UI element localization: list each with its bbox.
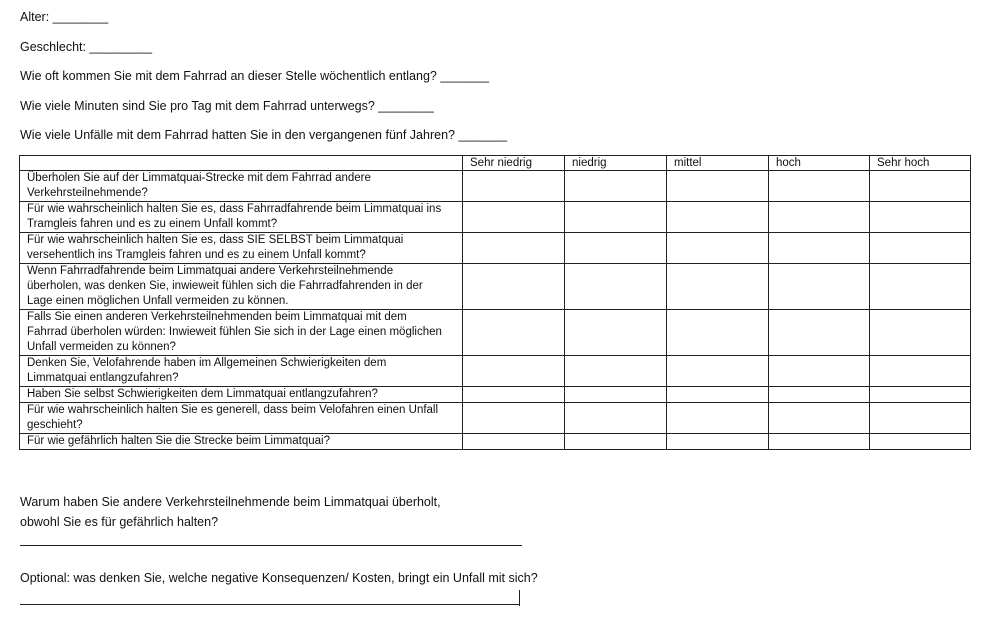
rating-cell[interactable] xyxy=(870,202,971,233)
rating-cell[interactable] xyxy=(870,171,971,202)
age-question: Alter: ________ xyxy=(20,10,109,24)
rating-cell[interactable] xyxy=(870,356,971,387)
table-row xyxy=(20,434,971,450)
table-row xyxy=(20,310,971,356)
rating-cell[interactable] xyxy=(463,356,565,387)
table-row xyxy=(20,264,971,310)
rating-cell[interactable] xyxy=(769,403,870,434)
row-question: Überholen Sie auf der Limmatquai-Strecke mit dem Fahrrad andere Verkehrsteilnehmende? xyxy=(20,171,463,202)
header-medium: mittel xyxy=(667,156,769,171)
rating-cell[interactable] xyxy=(870,310,971,356)
rating-cell[interactable] xyxy=(870,387,971,403)
why-question-line2: obwohl Sie es für gefährlich halten? xyxy=(20,515,219,529)
optional-question: Optional: was denken Sie, welche negative Konsequenzen/ Kosten, bringt ein Unfall mit sich? xyxy=(20,571,538,585)
rating-cell[interactable] xyxy=(769,356,870,387)
header-low: niedrig xyxy=(565,156,667,171)
frequency-question: Wie oft kommen Sie mit dem Fahrrad an dieser Stelle wöchentlich entlang? _______ xyxy=(20,69,490,83)
row-question: Für wie gefährlich halten Sie die Strecke beim Limmatquai? xyxy=(20,434,463,450)
rating-cell[interactable] xyxy=(667,387,769,403)
rating-cell[interactable] xyxy=(565,233,667,264)
rating-cell[interactable] xyxy=(870,403,971,434)
rating-cell[interactable] xyxy=(565,310,667,356)
header-very-high: Sehr hoch xyxy=(870,156,971,171)
minutes-question: Wie viele Minuten sind Sie pro Tag mit dem Fahrrad unterwegs? ________ xyxy=(20,99,434,113)
row-question: Für wie wahrscheinlich halten Sie es generell, dass beim Velofahren einen Unfall geschieht? xyxy=(20,403,463,434)
rating-cell[interactable] xyxy=(667,403,769,434)
row-question: Denken Sie, Velofahrende haben im Allgemeinen Schwierigkeiten dem Limmatquai entlangzufahren? xyxy=(20,356,463,387)
rating-cell[interactable] xyxy=(463,387,565,403)
why-answer-line[interactable] xyxy=(20,545,522,546)
table-row xyxy=(20,403,971,434)
rating-cell[interactable] xyxy=(463,264,565,310)
header-very-low: Sehr niedrig xyxy=(463,156,565,171)
gender-question: Geschlecht: _________ xyxy=(20,40,153,54)
rating-cell[interactable] xyxy=(463,434,565,450)
rating-cell[interactable] xyxy=(667,171,769,202)
accidents-question: Wie viele Unfälle mit dem Fahrrad hatten Sie in den vergangenen fünf Jahren? _______ xyxy=(20,128,508,142)
rating-cell[interactable] xyxy=(463,403,565,434)
table-row xyxy=(20,387,971,403)
rating-cell[interactable] xyxy=(769,264,870,310)
row-question: Haben Sie selbst Schwierigkeiten dem Limmatquai entlangzufahren? xyxy=(20,387,463,403)
rating-cell[interactable] xyxy=(463,171,565,202)
rating-cell[interactable] xyxy=(769,233,870,264)
rating-cell[interactable] xyxy=(769,387,870,403)
row-question: Falls Sie einen anderen Verkehrsteilnehmenden beim Limmatquai mit dem Fahrrad überholen würden: Inwieweit fühlen Sie sich in der Lage einen möglichen Unfall vermeiden zu können? xyxy=(20,310,463,356)
optional-answer-line[interactable] xyxy=(20,604,520,605)
row-question: Wenn Fahrradfahrende beim Limmatquai andere Verkehrsteilnehmende überholen, was denken Sie, inwieweit fühlen sich die Fahrradfahrenden in der Lage einen möglichen Unfall vermeiden zu können. xyxy=(20,264,463,310)
rating-cell[interactable] xyxy=(565,202,667,233)
rating-cell[interactable] xyxy=(667,233,769,264)
row-question: Für wie wahrscheinlich halten Sie es, dass SIE SELBST beim Limmatquai versehentlich ins Tramgleis fahren und es zu einem Unfall kommt? xyxy=(20,233,463,264)
rating-cell[interactable] xyxy=(565,387,667,403)
rating-cell[interactable] xyxy=(667,202,769,233)
rating-cell[interactable] xyxy=(565,356,667,387)
table-row xyxy=(20,233,971,264)
table-header-row xyxy=(20,156,971,171)
rating-cell[interactable] xyxy=(667,434,769,450)
why-question-line1: Warum haben Sie andere Verkehrsteilnehmende beim Limmatquai überholt, xyxy=(20,495,441,509)
rating-cell[interactable] xyxy=(565,264,667,310)
row-question: Für wie wahrscheinlich halten Sie es, dass Fahrradfahrende beim Limmatquai ins Tramgleis fahren und es zu einem Unfall kommt? xyxy=(20,202,463,233)
text-cursor xyxy=(519,590,520,606)
rating-cell[interactable] xyxy=(667,310,769,356)
rating-cell[interactable] xyxy=(769,202,870,233)
rating-cell[interactable] xyxy=(870,434,971,450)
table-row xyxy=(20,171,971,202)
rating-cell[interactable] xyxy=(667,356,769,387)
rating-cell[interactable] xyxy=(463,202,565,233)
table-row xyxy=(20,356,971,387)
rating-cell[interactable] xyxy=(463,233,565,264)
rating-cell[interactable] xyxy=(565,171,667,202)
rating-table xyxy=(19,155,971,450)
table-row xyxy=(20,202,971,233)
rating-cell[interactable] xyxy=(667,264,769,310)
rating-cell[interactable] xyxy=(870,233,971,264)
rating-cell[interactable] xyxy=(769,310,870,356)
rating-cell[interactable] xyxy=(769,434,870,450)
header-question-column xyxy=(20,156,463,171)
rating-cell[interactable] xyxy=(565,403,667,434)
rating-cell[interactable] xyxy=(463,310,565,356)
rating-cell[interactable] xyxy=(769,171,870,202)
header-high: hoch xyxy=(769,156,870,171)
rating-cell[interactable] xyxy=(870,264,971,310)
rating-cell[interactable] xyxy=(565,434,667,450)
